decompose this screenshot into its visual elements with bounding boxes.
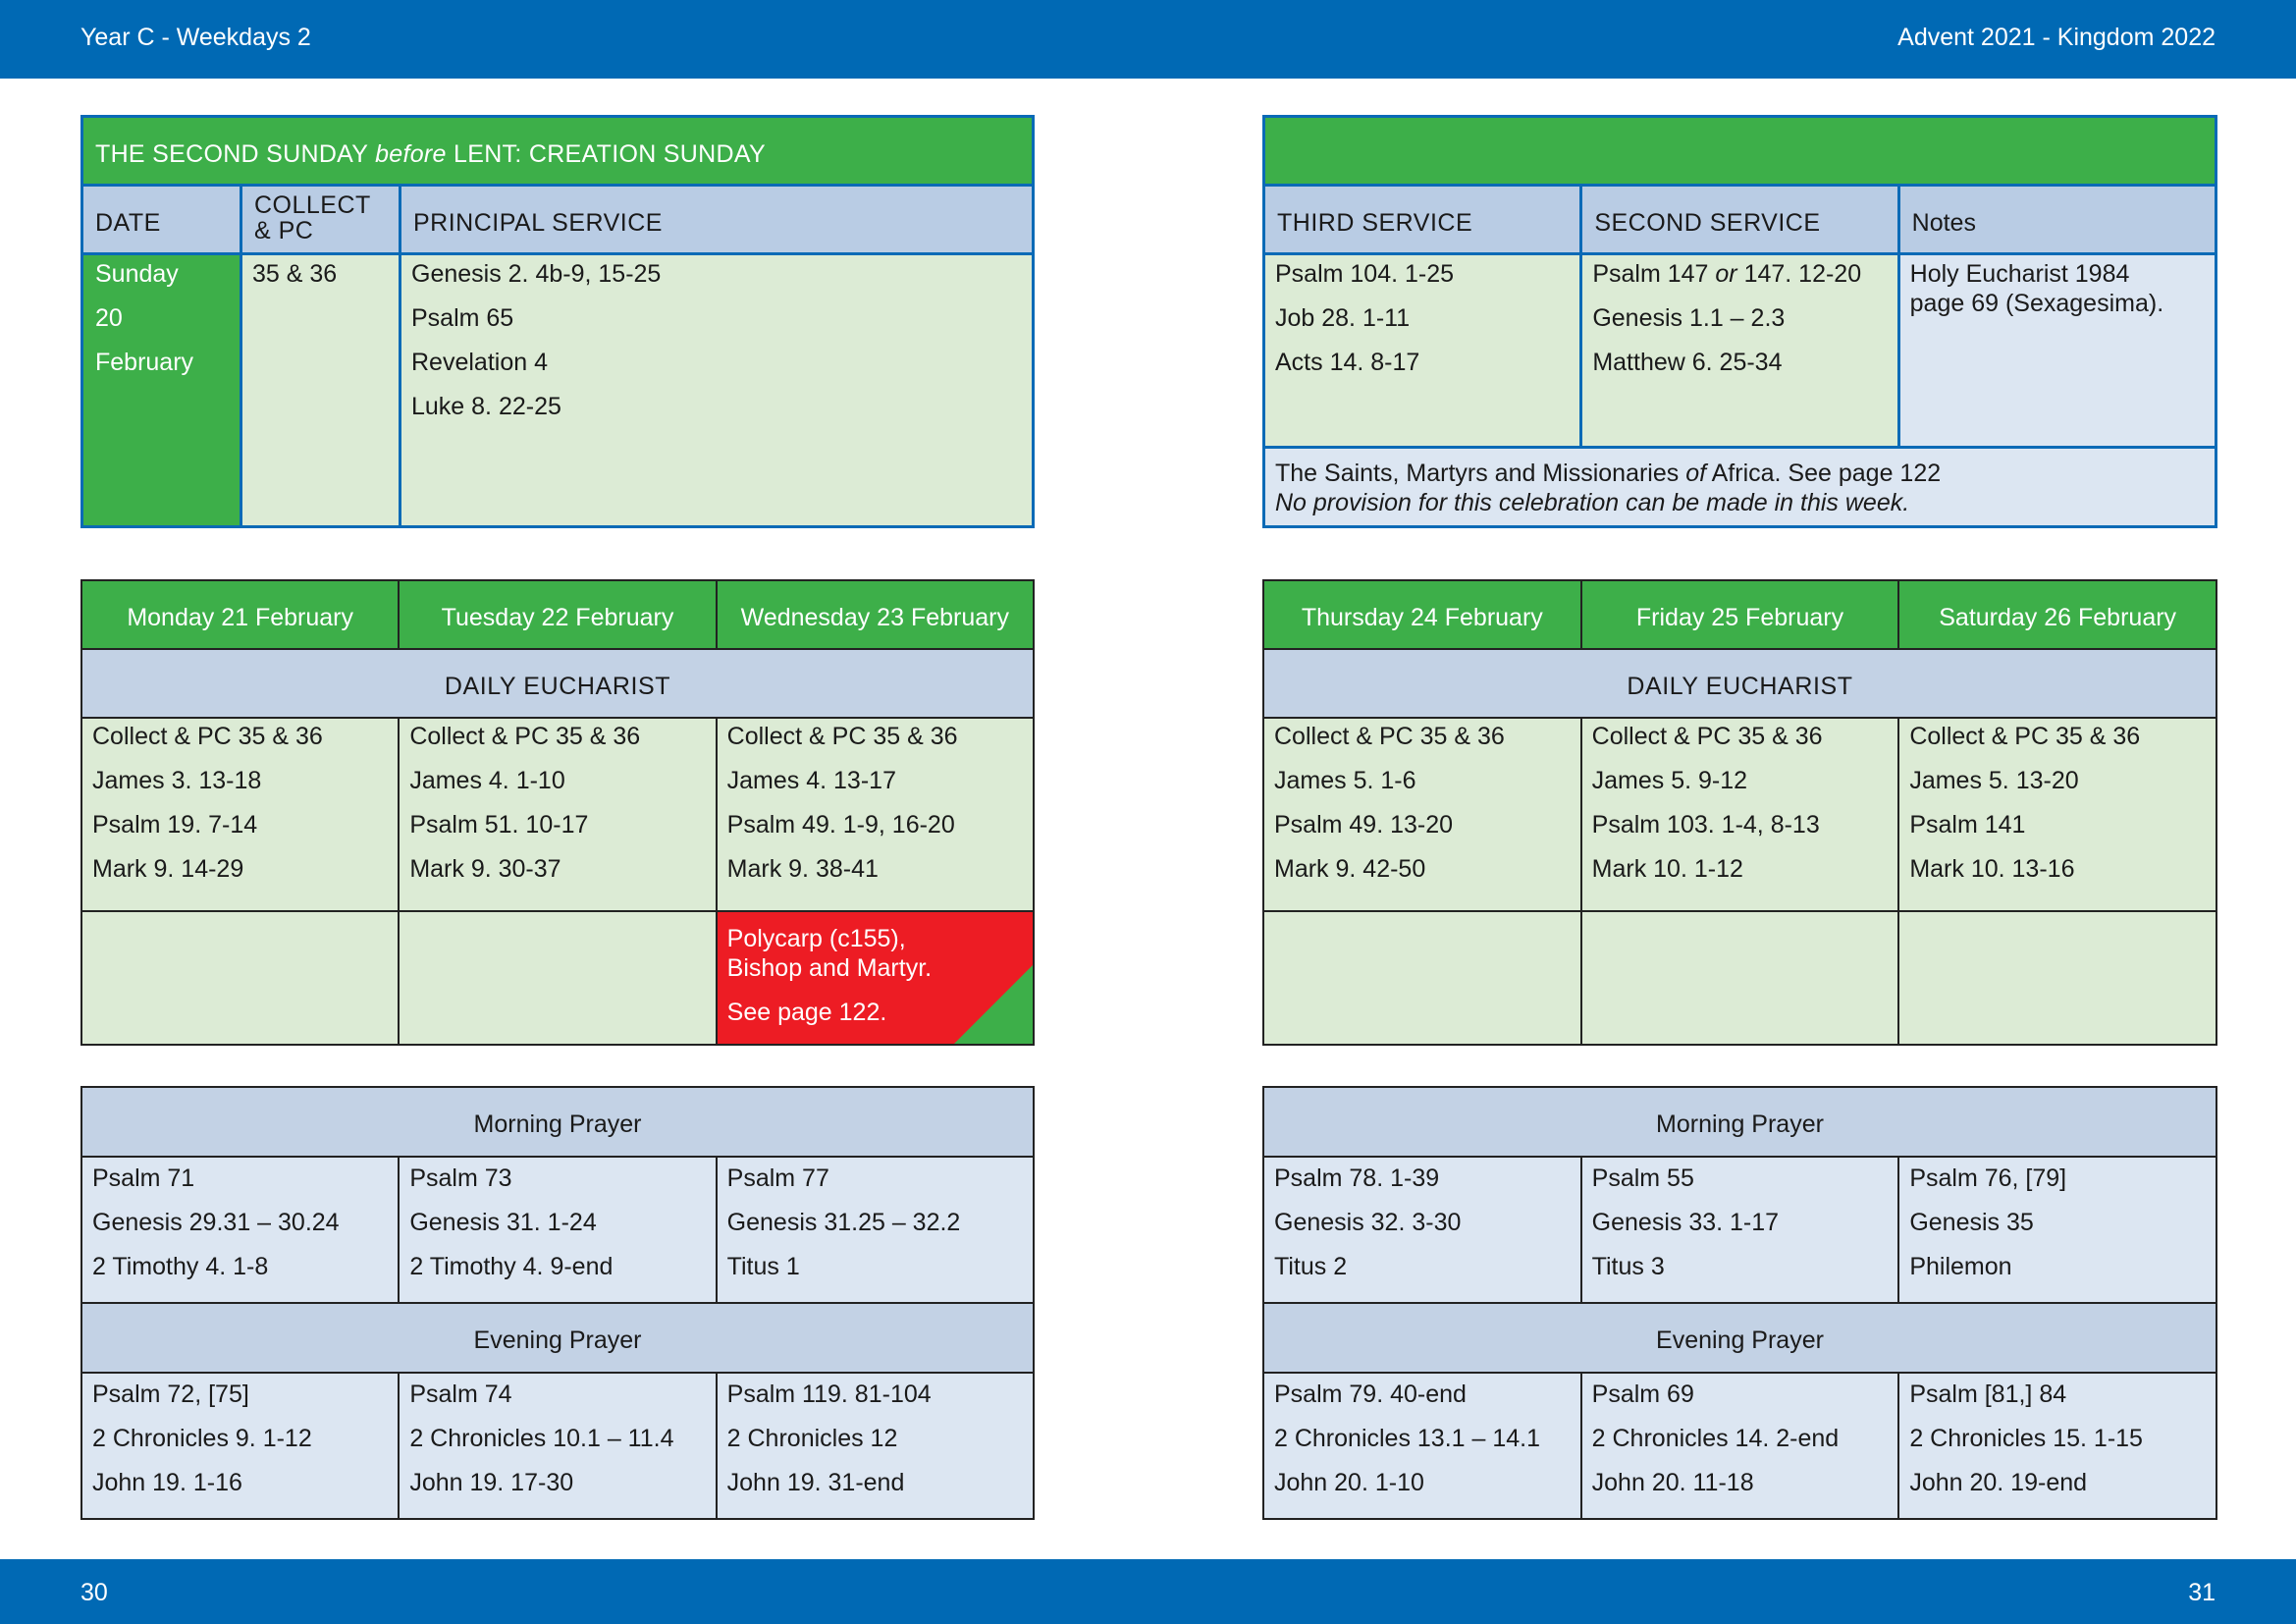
sunday-title: THE SECOND SUNDAY before LENT: CREATION SUNDAY bbox=[83, 118, 1032, 184]
date-header: DATE bbox=[83, 187, 240, 252]
evening-prayer-cell: Psalm 69 2 Chronicles 14. 2-end John 20. 11-18 bbox=[1582, 1374, 1898, 1518]
reading: Psalm 104. 1-25 bbox=[1275, 260, 1455, 288]
weekday-eucharist-table-right bbox=[1262, 579, 2217, 1046]
weekday-eucharist-table-left bbox=[80, 579, 1035, 1046]
empty-cell bbox=[82, 912, 398, 1044]
header-left-title: Year C - Weekdays 2 bbox=[80, 24, 311, 51]
eucharist-readings-monday: Collect & PC 35 & 36 James 3. 13-18 Psalm 19. 7-14 Mark 9. 14-29 bbox=[82, 719, 398, 910]
eucharist-readings-wednesday: Collect & PC 35 & 36 James 4. 13-17 Psalm 49. 1-9, 16-20 Mark 9. 38-41 bbox=[718, 719, 1033, 910]
collect-header: COLLECT & PC bbox=[242, 187, 399, 252]
reading: Genesis 2. 4b-9, 15-25 bbox=[411, 260, 662, 288]
empty-cell bbox=[400, 912, 715, 1044]
morning-prayer-cell: Psalm 55 Genesis 33. 1-17 Titus 3 bbox=[1582, 1158, 1898, 1302]
day-header: Thursday 24 February bbox=[1264, 581, 1580, 648]
principal-service-header: PRINCIPAL SERVICE bbox=[401, 187, 1032, 252]
eucharist-readings-friday: Collect & PC 35 & 36 James 5. 9-12 Psalm 103. 1-4, 8-13 Mark 10. 1-12 bbox=[1582, 719, 1898, 910]
sunday-title-band bbox=[1265, 118, 2215, 184]
morning-prayer-cell: Psalm 73 Genesis 31. 1-24 2 Timothy 4. 9-end bbox=[400, 1158, 715, 1302]
day-header: Monday 21 February bbox=[82, 581, 398, 648]
morning-prayer-cell: Psalm 78. 1-39 Genesis 32. 3-30 Titus 2 bbox=[1264, 1158, 1580, 1302]
third-service-readings bbox=[1265, 255, 1579, 446]
page-header bbox=[0, 0, 2296, 79]
second-service-header: SECOND SERVICE bbox=[1582, 187, 1896, 252]
evening-prayer-cell: Psalm [81,] 84 2 Chronicles 15. 1-15 John 20. 19-end bbox=[1899, 1374, 2216, 1518]
morning-prayer-cell: Psalm 76, [79] Genesis 35 Philemon bbox=[1899, 1158, 2216, 1302]
notes-header: Notes bbox=[1900, 187, 2215, 252]
daily-eucharist-header: DAILY EUCHARIST bbox=[1264, 650, 2216, 717]
reading: Psalm 65 bbox=[411, 304, 514, 332]
day-header: Wednesday 23 February bbox=[718, 581, 1033, 648]
day-header: Tuesday 22 February bbox=[400, 581, 715, 648]
corner-triangle-marker bbox=[954, 965, 1033, 1044]
day-header: Friday 25 February bbox=[1582, 581, 1898, 648]
evening-prayer-header: Evening Prayer bbox=[1264, 1304, 2216, 1372]
empty-cell bbox=[1899, 912, 2216, 1044]
sunday-other-services-table bbox=[1262, 115, 2217, 528]
reading: Psalm 147 or 147. 12-20 bbox=[1592, 260, 1862, 288]
commemoration-cell-polycarp: Polycarp (c155), Bishop and Martyr. See page 122. bbox=[718, 912, 1033, 1044]
empty-cell bbox=[1264, 912, 1580, 1044]
header-right-title: Advent 2021 - Kingdom 2022 bbox=[1897, 24, 2216, 51]
evening-prayer-cell: Psalm 119. 81-104 2 Chronicles 12 John 19. 31-end bbox=[718, 1374, 1033, 1518]
morning-prayer-header: Morning Prayer bbox=[1264, 1088, 2216, 1156]
eucharist-readings-saturday: Collect & PC 35 & 36 James 5. 13-20 Psalm 141 Mark 10. 13-16 bbox=[1899, 719, 2216, 910]
principal-readings-cell bbox=[401, 255, 1032, 525]
sunday-principal-table bbox=[80, 115, 1035, 528]
morning-prayer-cell: Psalm 77 Genesis 31.25 – 32.2 Titus 1 bbox=[718, 1158, 1033, 1302]
evening-prayer-cell: Psalm 79. 40-end 2 Chronicles 13.1 – 14.1 John 20. 1-10 bbox=[1264, 1374, 1580, 1518]
empty-cell bbox=[1582, 912, 1898, 1044]
daily-eucharist-header: DAILY EUCHARIST bbox=[82, 650, 1033, 717]
reading: Job 28. 1-11 bbox=[1275, 304, 1411, 332]
notes-cell: Holy Eucharist 1984 page 69 (Sexagesima). bbox=[1900, 255, 2215, 446]
reading: Matthew 6. 25-34 bbox=[1592, 349, 1783, 376]
second-service-readings bbox=[1582, 255, 1896, 446]
page-footer bbox=[0, 1559, 2296, 1624]
eucharist-readings-tuesday: Collect & PC 35 & 36 James 4. 1-10 Psalm 51. 10-17 Mark 9. 30-37 bbox=[400, 719, 715, 910]
office-table-right bbox=[1262, 1086, 2217, 1520]
evening-prayer-cell: Psalm 74 2 Chronicles 10.1 – 11.4 John 19. 17-30 bbox=[400, 1374, 715, 1518]
reading: Revelation 4 bbox=[411, 349, 548, 376]
morning-prayer-header: Morning Prayer bbox=[82, 1088, 1033, 1156]
reading: Acts 14. 8-17 bbox=[1275, 349, 1420, 376]
office-table-left bbox=[80, 1086, 1035, 1520]
morning-prayer-cell: Psalm 71 Genesis 29.31 – 30.24 2 Timothy 4. 1-8 bbox=[82, 1158, 398, 1302]
reading: Luke 8. 22-25 bbox=[411, 393, 561, 420]
sunday-collect-cell: 35 & 36 bbox=[242, 255, 399, 525]
evening-prayer-cell: Psalm 72, [75] 2 Chronicles 9. 1-12 John 19. 1-16 bbox=[82, 1374, 398, 1518]
page-number-left: 30 bbox=[80, 1579, 108, 1606]
reading: Genesis 1.1 – 2.3 bbox=[1592, 304, 1786, 332]
sunday-date-cell: Sunday 20 February bbox=[83, 255, 240, 525]
day-header: Saturday 26 February bbox=[1899, 581, 2216, 648]
commemoration-note: The Saints, Martyrs and Missionaries of Africa. See page 122 No provision for this celebration can be made in this week. bbox=[1265, 449, 2215, 525]
evening-prayer-header: Evening Prayer bbox=[82, 1304, 1033, 1372]
page-number-right: 31 bbox=[2188, 1579, 2216, 1606]
eucharist-readings-thursday: Collect & PC 35 & 36 James 5. 1-6 Psalm 49. 13-20 Mark 9. 42-50 bbox=[1264, 719, 1580, 910]
third-service-header: THIRD SERVICE bbox=[1265, 187, 1579, 252]
